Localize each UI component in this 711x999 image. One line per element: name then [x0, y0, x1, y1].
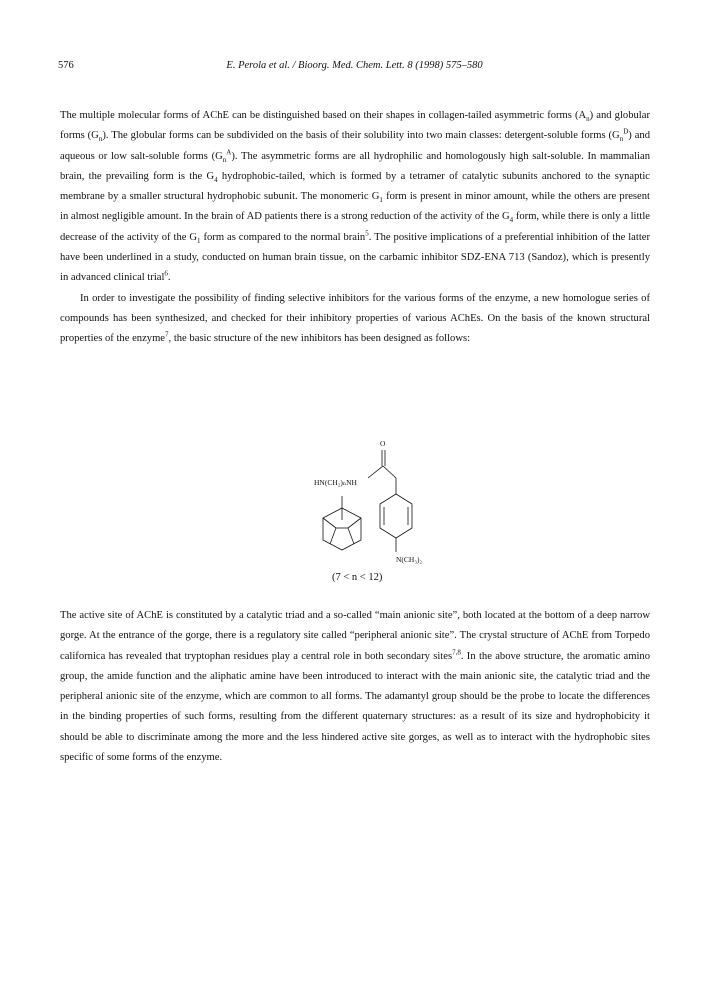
carbonyl-oxygen-label: O: [380, 439, 386, 448]
paragraph-active-site: The active site of AChE is constituted by a catalytic triad and a so-called “main anionic site”, both located at the bottom of a deep narrow gorge. At the entrance of the gorge, there is a regulatory site called “peripheral anionic site”. The crystal structure of AChE from Torpedo californica has revealed that tryptophan residues play a central role in both secondary sites$^{7,8}$. In the above structure, the aromatic amino group, the amide function and the aliphatic amine have been introduced to interact with the main anionic site, the catalytic triad and the peripheral anionic site of the enzyme, which are common to all forms. The adamantyl group should be the probe to locate the differences in the binding properties of such forms, resulting from the different quaternary structures: as a result of its size and hydrophobicity it should be able to discriminate among the more and the less hindered active site gorges, as well as to interact with the hydrophobic sites specific of some forms of the enzyme.: [60, 610, 650, 764]
benzene-ring: [380, 494, 412, 538]
methylene-bond: [383, 466, 396, 478]
chain-length-range: (7 < n < 12): [332, 572, 383, 583]
article-body: [60, 106, 650, 350]
page-header: [58, 60, 651, 74]
page-number: 576: [58, 60, 74, 71]
running-head: E. Perola et al. / Bioorg. Med. Chem. Lett. 8 (1998) 575–580: [226, 60, 483, 71]
amide-bond: [368, 466, 383, 478]
paragraph-inhibitor-design: In order to investigate the possibility of finding selective inhibitors for the various forms of the enzyme, a new homologue series of compounds has been synthesized, and checked for their inhibitory properties of various AChEs. On the basis of the known structural properties of the enzyme$^7$, the basic structure of the new inhibitors has been designed as follows:: [60, 292, 650, 345]
amine-chain-label: HN(CH₂)ₙNH: [314, 478, 357, 487]
paragraph-ache-forms: The multiple molecular forms of AChE can be distinguished based on their shapes in collagen-tailed asymmetric forms $(A_n)$ and globular forms $(G_n)$. The globular forms can be subdivided on the basis of their solubility into two main classes: detergent-soluble forms $(G_n^D)$ and aqueous or low salt-soluble forms $(G_n^A)$. The asymmetric forms are all hydrophilic and homologously high salt-soluble. In mammalian brain, the prevailing form is the $G_4$ hydrophobic-tailed, which is formed by a tetramer of catalytic subunits anchored to the synaptic membrane by a smaller structural hydrophobic subunit. The monomeric $G_1$ form is present in minor amount, while the others are present in almost negligible amount. In the brain of AD patients there is a strong reduction of the activity of the $G_4$ form, while there is only a little decrease of the activity of the $G_1$ form as compared to the normal brain$^5$. The positive implications of a preferential inhibition of the latter have been underlined in a study, conducted on human brain tissue, on the carbamic inhibitor SDZ-ENA 713 (Sandoz), which is presently in advanced clinical trial$^6$.: [60, 110, 650, 284]
inhibitor-structure-drawing: [290, 428, 430, 588]
dimethylamino-label: N(CH₃)₂: [396, 555, 423, 564]
chemical-structure: [290, 428, 430, 588]
